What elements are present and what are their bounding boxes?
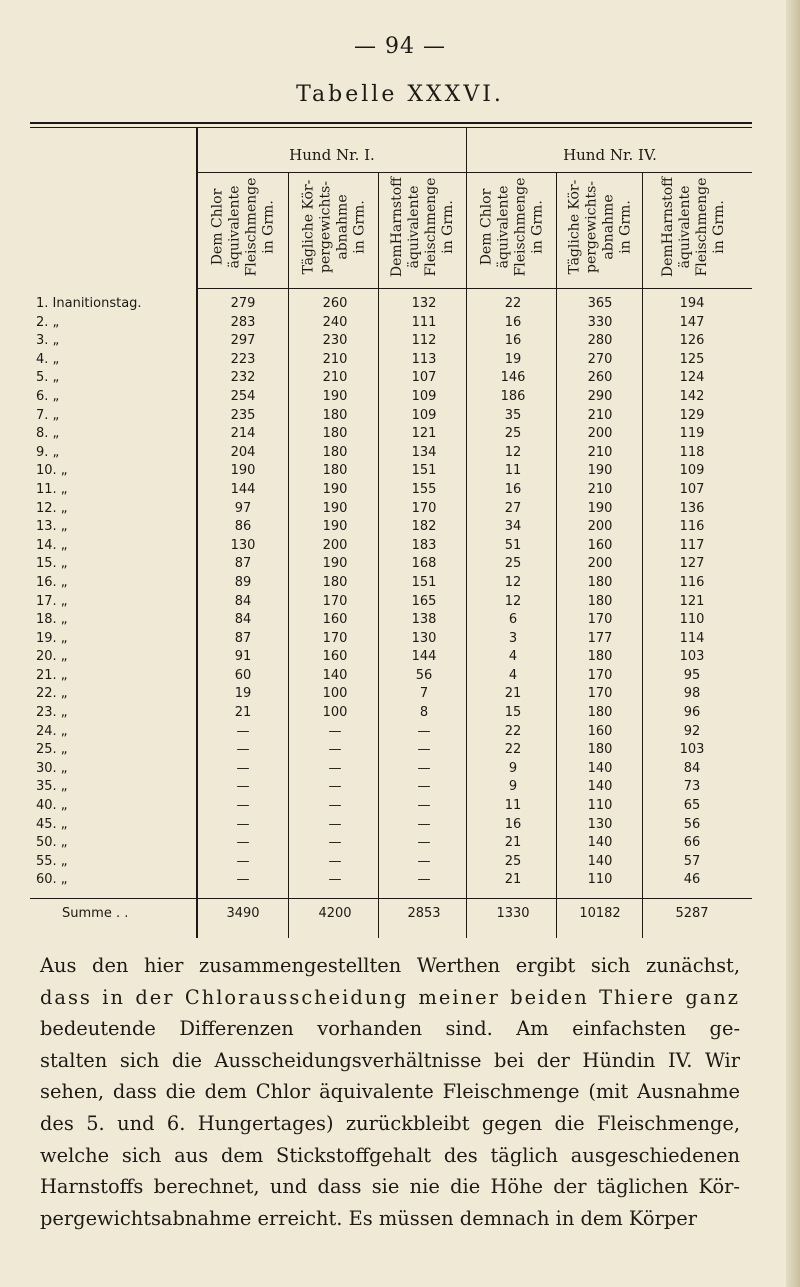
table-cell: 110 (679, 612, 705, 628)
sum-label: Summe . . (62, 906, 129, 921)
table-cell: 35 (504, 407, 522, 423)
table-cell: 165 (411, 593, 437, 609)
row-label: 8. „ (36, 426, 60, 442)
table-cell: 180 (587, 593, 613, 609)
table-cell: 73 (683, 779, 701, 795)
table-cell: 16 (504, 333, 522, 349)
table-cell: 9 (508, 760, 518, 776)
table-row (0, 798, 800, 817)
table-cell: 270 (587, 351, 613, 367)
table-cell: 140 (587, 853, 613, 869)
table-cell: 138 (411, 612, 437, 628)
table-cell: 140 (587, 779, 613, 795)
table-cell: 34 (504, 519, 522, 535)
table-cell: 170 (587, 612, 613, 628)
table-row (0, 761, 800, 780)
paragraph-line: stalten sich die Ausscheidungsverhältnisse bei der Hündin IV. Wir (40, 1048, 740, 1072)
table-row (0, 594, 800, 613)
sum-cell: 2853 (407, 906, 441, 921)
paragraph-line: dass in der Chlorausscheidung meiner beiden Thiere ganz (40, 985, 740, 1009)
table-cell: 180 (322, 463, 348, 479)
table-row (0, 631, 800, 650)
table-cell: 232 (230, 370, 256, 386)
table-cell: 200 (587, 519, 613, 535)
table-cell: 155 (411, 481, 437, 497)
table-cell: 146 (500, 370, 526, 386)
row-label: 5. „ (36, 370, 60, 386)
table-cell: 4 (508, 649, 518, 665)
table-cell: — (417, 742, 431, 758)
table-cell: 144 (411, 649, 437, 665)
table-cell: 214 (230, 426, 256, 442)
table-cell: 330 (587, 314, 613, 330)
row-label: 16. „ (36, 574, 68, 590)
table-cell: 121 (679, 593, 705, 609)
table-cell: 112 (411, 333, 437, 349)
row-label: 15. „ (36, 556, 68, 572)
table-row (0, 296, 800, 315)
table-cell: 116 (679, 574, 705, 590)
table-row (0, 333, 800, 352)
table-row (0, 408, 800, 427)
table-cell: 160 (322, 612, 348, 628)
table-cell: 11 (504, 798, 522, 814)
table-cell: 130 (587, 816, 613, 832)
table-cell: 160 (587, 723, 613, 739)
paragraph-line: Harnstoffs berechnet, und dass sie nie die Höhe der täglichen Kör- (40, 1175, 740, 1199)
table-cell: 116 (679, 519, 705, 535)
table-cell: — (236, 779, 250, 795)
sum-row (0, 906, 800, 926)
table-row (0, 854, 800, 873)
column-header-chlor-4: Dem Chlor äquivalente Fleischmenge in Grm. (478, 177, 546, 277)
table-cell: — (328, 835, 342, 851)
table-row (0, 315, 800, 334)
table-cell: 6 (508, 612, 518, 628)
table-row (0, 705, 800, 724)
table-cell: 22 (504, 296, 522, 311)
table-row (0, 556, 800, 575)
table-top-rule (30, 122, 752, 124)
table-cell: 25 (504, 426, 522, 442)
row-label: 23. „ (36, 705, 68, 721)
table-cell: 151 (411, 463, 437, 479)
table-row (0, 742, 800, 761)
table-cell: 114 (679, 630, 705, 646)
table-row (0, 519, 800, 538)
table-cell: 223 (230, 351, 256, 367)
table-cell: 180 (587, 649, 613, 665)
table-row (0, 445, 800, 464)
table-cell: 56 (683, 816, 701, 832)
table-cell: 130 (230, 537, 256, 553)
table-cell: — (417, 798, 431, 814)
table-cell: 109 (679, 463, 705, 479)
table-cell: 21 (504, 835, 522, 851)
table-cell: 240 (322, 314, 348, 330)
table-cell: — (236, 760, 250, 776)
table-cell: 180 (587, 705, 613, 721)
table-cell: — (417, 853, 431, 869)
row-label: 1. Inanitionstag. (36, 296, 142, 311)
table-cell: 110 (587, 798, 613, 814)
table-cell: 140 (587, 760, 613, 776)
table-row (0, 352, 800, 371)
table-row (0, 482, 800, 501)
table-cell: 170 (322, 630, 348, 646)
table-cell: 180 (587, 574, 613, 590)
row-label: 24. „ (36, 723, 68, 739)
table-cell: 51 (504, 537, 522, 553)
table-row (0, 538, 800, 557)
table-cell: 121 (411, 426, 437, 442)
paragraph-line: sehen, dass die dem Chlor äquivalente Fleischmenge (mit Ausnahme (40, 1080, 740, 1104)
table-cell: 365 (587, 296, 613, 311)
table-cell: 111 (411, 314, 437, 330)
table-row (0, 649, 800, 668)
table-cell: — (236, 723, 250, 739)
table-cell: — (236, 853, 250, 869)
group-title-hund-1: Hund Nr. I. (289, 146, 375, 164)
table-cell: 144 (230, 481, 256, 497)
table-row (0, 779, 800, 798)
paragraph-line: Aus den hier zusammengestellten Werthen ergibt sich zunächst, (40, 954, 740, 977)
table-cell: 134 (411, 444, 437, 460)
table-cell: 92 (683, 723, 701, 739)
table-cell: 180 (587, 742, 613, 758)
paragraph-line: welche sich aus dem Stickstoffgehalt des täglich ausgeschiedenen (40, 1143, 740, 1167)
table-cell: — (236, 872, 250, 888)
table-cell: 25 (504, 556, 522, 572)
table-cell: 21 (504, 872, 522, 888)
table-cell: 190 (322, 500, 348, 516)
sum-cell: 1330 (496, 906, 530, 921)
table-cell: — (236, 816, 250, 832)
table-row (0, 872, 800, 891)
table-cell: 126 (679, 333, 705, 349)
column-header-harnstoff-4: DemHarnstoff äquivalente Fleischmenge in Grm. (660, 176, 727, 278)
table-cell: 87 (234, 630, 252, 646)
table-cell: 210 (322, 351, 348, 367)
table-cell: 113 (411, 351, 437, 367)
table-cell: 129 (679, 407, 705, 423)
table-row (0, 686, 800, 705)
table-row (0, 426, 800, 445)
table-cell: 117 (679, 537, 705, 553)
table-cell: 260 (322, 296, 348, 311)
table-cell: 125 (679, 351, 705, 367)
row-label: 50. „ (36, 835, 68, 851)
table-cell: 260 (587, 370, 613, 386)
table-cell: 204 (230, 444, 256, 460)
column-header-harnstoff-1: DemHarnstoff äquivalente Fleischmenge in Grm. (389, 176, 456, 278)
table-cell: 107 (411, 370, 437, 386)
table-cell: 170 (411, 500, 437, 516)
table-row (0, 575, 800, 594)
row-label: 19. „ (36, 630, 68, 646)
table-cell: — (417, 816, 431, 832)
table-cell: 103 (679, 742, 705, 758)
table-cell: 19 (234, 686, 252, 702)
table-cell: 170 (587, 667, 613, 683)
table-cell: 12 (504, 593, 522, 609)
paragraph-line: des 5. und 6. Hungertages) zurückbleibt gegen die Fleischmenge, (40, 1111, 740, 1135)
table-cell: 65 (683, 798, 701, 814)
table-cell: — (417, 779, 431, 795)
table-cell: 194 (679, 296, 705, 311)
table-row (0, 668, 800, 687)
table-body (0, 296, 800, 891)
table-cell: — (236, 798, 250, 814)
table-cell: 22 (504, 723, 522, 739)
table-cell: 57 (683, 853, 701, 869)
table-cell: 190 (322, 388, 348, 404)
table-row (0, 370, 800, 389)
table-cell: — (417, 872, 431, 888)
table-cell: — (328, 853, 342, 869)
row-label: 7. „ (36, 407, 60, 423)
table-cell: — (236, 835, 250, 851)
table-cell: 12 (504, 574, 522, 590)
table-cell: 147 (679, 314, 705, 330)
table-cell: 210 (322, 370, 348, 386)
row-label: 3. „ (36, 333, 60, 349)
sum-cell: 10182 (579, 906, 621, 921)
table-row (0, 389, 800, 408)
table-cell: 210 (587, 481, 613, 497)
table-cell: 100 (322, 705, 348, 721)
table-cell: 11 (504, 463, 522, 479)
paragraph-line: pergewichtsabnahme erreicht. Es müssen demnach in dem Körper (40, 1206, 697, 1230)
table-cell: 84 (234, 593, 252, 609)
table-cell: 84 (683, 760, 701, 776)
paragraph-line: bedeutende Differenzen vorhanden sind. Am einfachsten ge- (40, 1017, 740, 1041)
table-cell: 142 (679, 388, 705, 404)
table-cell: 3 (508, 630, 518, 646)
table-cell: 182 (411, 519, 437, 535)
table-cell: 170 (322, 593, 348, 609)
table-cell: 190 (587, 500, 613, 516)
table-cell: 91 (234, 649, 252, 665)
table-cell: 110 (587, 872, 613, 888)
table-row (0, 724, 800, 743)
table-cell: 136 (679, 500, 705, 516)
table-cell: — (417, 760, 431, 776)
table-cell: 280 (587, 333, 613, 349)
row-label: 9. „ (36, 444, 60, 460)
table-cell: 66 (683, 835, 701, 851)
table-cell: 124 (679, 370, 705, 386)
table-cell: 190 (322, 556, 348, 572)
table-cell: 25 (504, 853, 522, 869)
row-label: 35. „ (36, 779, 68, 795)
table-cell: 96 (683, 705, 701, 721)
table-cell: 186 (500, 388, 526, 404)
column-header-rule (198, 288, 752, 289)
table-cell: — (328, 816, 342, 832)
table-cell: 89 (234, 574, 252, 590)
table-cell: — (328, 798, 342, 814)
table-cell: — (328, 723, 342, 739)
row-label: 14. „ (36, 537, 68, 553)
table-cell: 127 (679, 556, 705, 572)
table-cell: 60 (234, 667, 252, 683)
sum-cell: 5287 (675, 906, 709, 921)
row-label: 4. „ (36, 351, 60, 367)
table-cell: 140 (587, 835, 613, 851)
table-cell: 160 (322, 649, 348, 665)
table-cell: 56 (415, 667, 433, 683)
table-cell: 9 (508, 779, 518, 795)
table-cell: 100 (322, 686, 348, 702)
table-cell: 190 (587, 463, 613, 479)
table-cell: — (417, 723, 431, 739)
table-row (0, 463, 800, 482)
row-label: 55. „ (36, 853, 68, 869)
table-cell: 170 (587, 686, 613, 702)
table-cell: 190 (322, 481, 348, 497)
group-title-hund-4: Hund Nr. IV. (563, 146, 657, 164)
table-cell: 86 (234, 519, 252, 535)
row-label: 20. „ (36, 649, 68, 665)
table-cell: 8 (419, 705, 429, 721)
table-cell: 119 (679, 426, 705, 442)
row-label: 12. „ (36, 500, 68, 516)
table-cell: 180 (322, 574, 348, 590)
table-cell: — (417, 835, 431, 851)
table-cell: 16 (504, 816, 522, 832)
table-cell: 180 (322, 444, 348, 460)
row-label: 17. „ (36, 593, 68, 609)
table-cell: 97 (234, 500, 252, 516)
table-cell: 290 (587, 388, 613, 404)
table-cell: 109 (411, 407, 437, 423)
sum-cell: 4200 (318, 906, 352, 921)
table-row (0, 612, 800, 631)
table-cell: 107 (679, 481, 705, 497)
table-cell: 210 (587, 444, 613, 460)
table-cell: 140 (322, 667, 348, 683)
table-cell: 27 (504, 500, 522, 516)
sum-rule (30, 898, 752, 899)
table-cell: 4 (508, 667, 518, 683)
table-cell: — (328, 760, 342, 776)
table-cell: 200 (587, 426, 613, 442)
column-header-gewicht-1: Tägliche Kör- pergewichts- abnahme in Grm. (300, 179, 368, 275)
row-label: 2. „ (36, 314, 60, 330)
table-cell: 200 (322, 537, 348, 553)
table-cell: 16 (504, 481, 522, 497)
table-cell: 151 (411, 574, 437, 590)
column-header-chlor-1: Dem Chlor äquivalente Fleischmenge in Grm. (209, 177, 277, 277)
table-cell: 183 (411, 537, 437, 553)
table-cell: — (328, 872, 342, 888)
row-label: 22. „ (36, 686, 68, 702)
sum-cell: 3490 (226, 906, 260, 921)
row-label: 18. „ (36, 612, 68, 628)
table-top-rule-thin (30, 127, 752, 128)
row-label: 25. „ (36, 742, 68, 758)
row-label: 45. „ (36, 816, 68, 832)
table-cell: 46 (683, 872, 701, 888)
table-cell: 210 (587, 407, 613, 423)
table-cell: 190 (230, 463, 256, 479)
row-label: 60. „ (36, 872, 68, 888)
table-cell: 84 (234, 612, 252, 628)
table-cell: 230 (322, 333, 348, 349)
table-cell: — (328, 779, 342, 795)
table-cell: 279 (230, 296, 256, 311)
table-cell: 109 (411, 388, 437, 404)
table-title: Tabelle XXXVI. (296, 82, 504, 107)
table-cell: 16 (504, 314, 522, 330)
table-cell: 15 (504, 705, 522, 721)
table-row (0, 501, 800, 520)
table-row (0, 817, 800, 836)
row-label: 30. „ (36, 760, 68, 776)
table-cell: 87 (234, 556, 252, 572)
table-cell: — (328, 742, 342, 758)
table-cell: 168 (411, 556, 437, 572)
table-cell: 177 (587, 630, 613, 646)
table-cell: 200 (587, 556, 613, 572)
table-cell: 283 (230, 314, 256, 330)
table-cell: 132 (411, 296, 437, 311)
table-cell: 103 (679, 649, 705, 665)
table-cell: 180 (322, 407, 348, 423)
table-cell: 130 (411, 630, 437, 646)
row-label: 13. „ (36, 519, 68, 535)
column-header-gewicht-4: Tägliche Kör- pergewichts- abnahme in Grm. (566, 179, 634, 275)
row-label: 21. „ (36, 667, 68, 683)
table-cell: 98 (683, 686, 701, 702)
table-cell: 7 (419, 686, 429, 702)
table-cell: 190 (322, 519, 348, 535)
table-row (0, 835, 800, 854)
row-label: 6. „ (36, 388, 60, 404)
row-label: 11. „ (36, 481, 68, 497)
page-number: — 94 — (354, 34, 446, 59)
table-cell: 21 (234, 705, 252, 721)
table-cell: 12 (504, 444, 522, 460)
table-cell: 160 (587, 537, 613, 553)
table-cell: 21 (504, 686, 522, 702)
table-cell: 95 (683, 667, 701, 683)
row-label: 40. „ (36, 798, 68, 814)
row-label: 10. „ (36, 463, 68, 479)
table-cell: 254 (230, 388, 256, 404)
table-cell: 180 (322, 426, 348, 442)
table-cell: 297 (230, 333, 256, 349)
body-paragraph (40, 950, 740, 1234)
table-cell: 118 (679, 444, 705, 460)
table-cell: 22 (504, 742, 522, 758)
table-cell: 235 (230, 407, 256, 423)
table-cell: — (236, 742, 250, 758)
table-cell: 19 (504, 351, 522, 367)
